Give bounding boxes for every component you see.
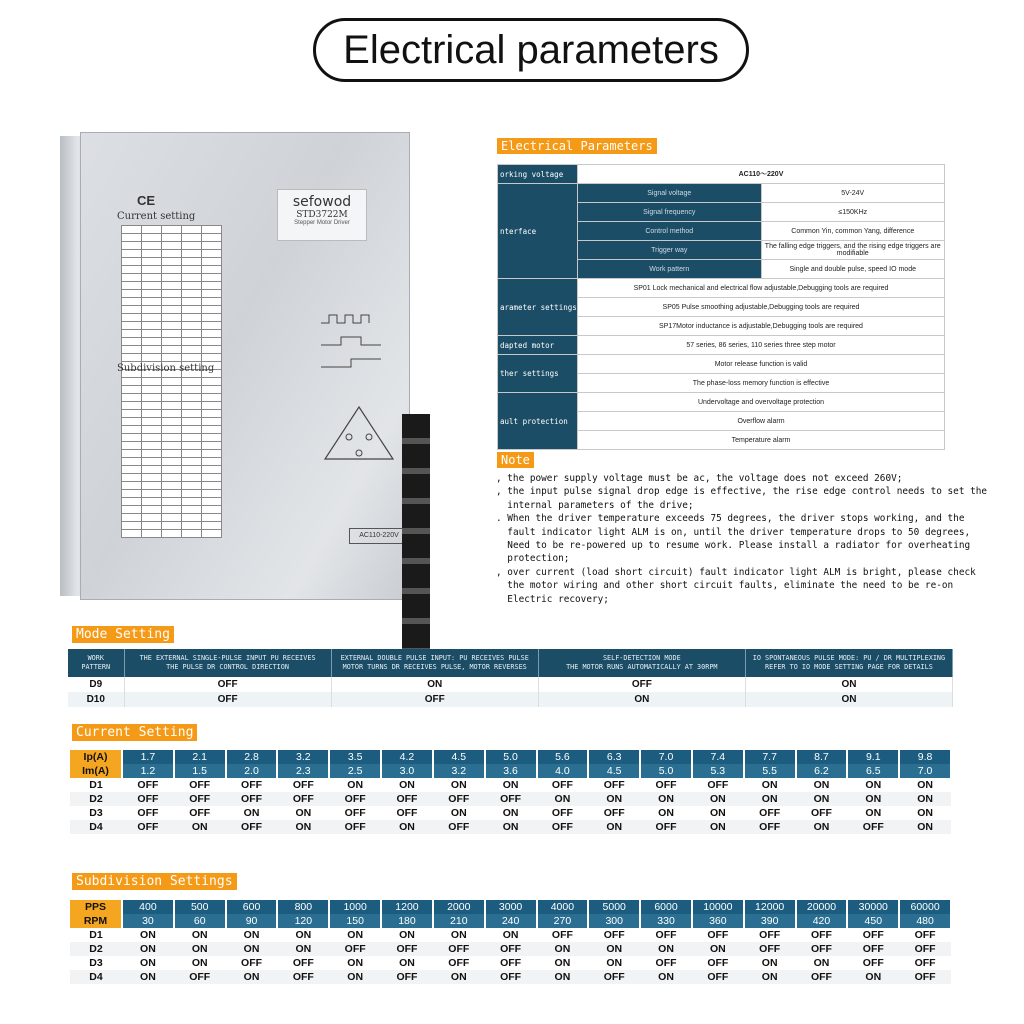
grid-cell: ON: [174, 942, 226, 956]
grid-cell: ON: [692, 942, 744, 956]
grid-cell: ON: [744, 956, 796, 970]
note-line: . When the driver temperature exceeds 75 degrees, the driver stops working, and the fault indicator light ALM is on, until the driver temperature drops to 50 degrees, Need to be re-powered up to resume work. Please install a radiator for overheating protection;: [496, 513, 971, 565]
grid-header-cell: 60: [174, 914, 226, 928]
grid-header-cell: 12000: [744, 900, 796, 914]
mode-header-cell: SELF-DETECTION MODE THE MOTOR RUNS AUTOMATICALLY AT 30RPM: [538, 649, 745, 677]
grid-header-cell: 8.7: [796, 750, 848, 764]
mode-cell: OFF: [124, 692, 331, 707]
grid-header-cell: 150: [329, 914, 381, 928]
electrical-category: ther settings: [498, 355, 578, 393]
driver-brand-label: [277, 189, 367, 241]
grid-header-cell: 9.8: [899, 750, 951, 764]
electrical-subcategory: Trigger way: [578, 241, 762, 260]
grid-cell: ON: [640, 942, 692, 956]
grid-row-label: RPM: [70, 914, 122, 928]
electrical-category: nterface: [498, 184, 578, 279]
grid-cell: OFF: [433, 820, 485, 834]
grid-cell: OFF: [692, 778, 744, 792]
grid-cell: OFF: [588, 778, 640, 792]
electrical-row: [498, 393, 945, 412]
grid-header-cell: 5.3: [692, 764, 744, 778]
grid-cell: ON: [226, 970, 278, 984]
grid-data-row: [70, 820, 951, 834]
electrical-value: SP05 Pulse smoothing adjustable,Debugging tools are required: [578, 298, 945, 317]
note-heading: Note: [497, 452, 534, 468]
grid-cell: OFF: [485, 942, 537, 956]
grid-cell: OFF: [485, 792, 537, 806]
grid-cell: OFF: [744, 806, 796, 820]
electrical-value: Temperature alarm: [578, 431, 945, 450]
grid-header-cell: 120: [277, 914, 329, 928]
mode-cell: D9: [68, 677, 124, 692]
grid-header-cell: 1.2: [122, 764, 174, 778]
grid-header-cell: 7.4: [692, 750, 744, 764]
note-line: , the input pulse signal drop edge is effective, the rise edge control needs to set the internal parameters of the drive;: [496, 486, 988, 511]
grid-cell: ON: [640, 806, 692, 820]
grid-cell: ON: [796, 792, 848, 806]
grid-cell: OFF: [692, 956, 744, 970]
grid-header-cell: 4000: [537, 900, 589, 914]
grid-cell: OFF: [899, 942, 951, 956]
mode-header-cell: THE EXTERNAL SINGLE-PULSE INPUT PU RECEIVES THE PULSE DR CONTROL DIRECTION: [124, 649, 331, 677]
driver-subtitle: Stepper Motor Driver: [294, 220, 350, 226]
grid-header-cell: 6.5: [847, 764, 899, 778]
grid-header-cell: 300: [588, 914, 640, 928]
driver-subdivision-table: [121, 377, 222, 538]
note-line: , the power supply voltage must be ac, the voltage does not exceed 260V;: [496, 473, 903, 484]
grid-cell: ON: [485, 806, 537, 820]
grid-data-row: [70, 928, 951, 942]
grid-cell: OFF: [692, 970, 744, 984]
grid-cell: ON: [847, 970, 899, 984]
grid-header-cell: 390: [744, 914, 796, 928]
grid-header-cell: 2.3: [277, 764, 329, 778]
electrical-value: 57 series, 86 series, 110 series three step motor: [578, 336, 945, 355]
electrical-row: [498, 336, 945, 355]
grid-cell: ON: [692, 806, 744, 820]
grid-cell: OFF: [640, 928, 692, 942]
grid-cell: ON: [640, 792, 692, 806]
electrical-heading: Electrical Parameters: [497, 138, 657, 154]
grid-header-cell: 360: [692, 914, 744, 928]
electrical-value: Single and double pulse, speed IO mode: [761, 260, 945, 279]
mode-cell: ON: [538, 692, 745, 707]
grid-header-cell: 5.5: [744, 764, 796, 778]
grid-cell: OFF: [122, 806, 174, 820]
electrical-value: Common Yin, common Yang, difference: [761, 222, 945, 241]
grid-cell: ON: [381, 820, 433, 834]
grid-row-label: D3: [70, 806, 122, 820]
grid-header-cell: 2.8: [226, 750, 278, 764]
electrical-value: Motor release function is valid: [578, 355, 945, 374]
electrical-value: Undervoltage and overvoltage protection: [578, 393, 945, 412]
grid-header-cell: 4.5: [433, 750, 485, 764]
electrical-value: 5V-24V: [761, 184, 945, 203]
electrical-parameters-table: [497, 164, 945, 450]
grid-cell: OFF: [744, 820, 796, 834]
grid-header-cell: 3.0: [381, 764, 433, 778]
grid-header-cell: 480: [899, 914, 951, 928]
grid-cell: ON: [329, 956, 381, 970]
grid-cell: OFF: [847, 928, 899, 942]
grid-cell: ON: [277, 820, 329, 834]
grid-data-row: [70, 942, 951, 956]
grid-header-cell: 4.5: [588, 764, 640, 778]
grid-cell: ON: [485, 778, 537, 792]
grid-cell: OFF: [174, 806, 226, 820]
grid-cell: ON: [899, 820, 951, 834]
grid-cell: ON: [537, 942, 589, 956]
electrical-value: AC110～220V: [578, 165, 945, 184]
mode-row: [68, 677, 953, 692]
grid-header-cell: 7.7: [744, 750, 796, 764]
grid-cell: ON: [485, 820, 537, 834]
mode-cell: OFF: [538, 677, 745, 692]
grid-cell: ON: [433, 806, 485, 820]
grid-cell: ON: [174, 928, 226, 942]
grid-header-cell: 1200: [381, 900, 433, 914]
grid-cell: OFF: [277, 792, 329, 806]
power-rating-label: AC110-220V: [349, 528, 409, 544]
grid-cell: ON: [796, 778, 848, 792]
grid-header-cell: 1.5: [174, 764, 226, 778]
mode-header-cell: IO SPONTANEOUS PULSE MODE: PU / DR MULTIPLEXING REFER TO IO MODE SETTING PAGE FOR DETAILS: [745, 649, 952, 677]
grid-cell: ON: [537, 792, 589, 806]
grid-row-label: D3: [70, 956, 122, 970]
grid-header-cell: 9.1: [847, 750, 899, 764]
grid-cell: ON: [226, 928, 278, 942]
grid-cell: OFF: [122, 820, 174, 834]
grid-cell: OFF: [537, 778, 589, 792]
grid-cell: ON: [329, 778, 381, 792]
grid-cell: ON: [588, 792, 640, 806]
current-setting-heading: Current Setting: [72, 724, 197, 741]
driver-brand: sefowod: [292, 194, 352, 210]
grid-header-cell: 2000: [433, 900, 485, 914]
pulse-waveform: [311, 303, 391, 383]
grid-cell: ON: [226, 942, 278, 956]
current-setting-label: Current setting: [117, 211, 196, 222]
grid-cell: ON: [899, 778, 951, 792]
grid-header-cell: 2.1: [174, 750, 226, 764]
mode-cell: ON: [331, 677, 538, 692]
mode-cell: OFF: [124, 677, 331, 692]
grid-cell: OFF: [537, 806, 589, 820]
grid-cell: ON: [174, 820, 226, 834]
grid-cell: ON: [588, 942, 640, 956]
electrical-value: Overflow alarm: [578, 412, 945, 431]
grid-cell: OFF: [796, 942, 848, 956]
grid-cell: OFF: [329, 942, 381, 956]
grid-data-row: [70, 806, 951, 820]
grid-cell: OFF: [381, 806, 433, 820]
page-title: Electrical parameters: [313, 18, 749, 82]
grid-cell: ON: [329, 928, 381, 942]
grid-cell: OFF: [640, 820, 692, 834]
driver-photo: [60, 132, 430, 602]
grid-cell: ON: [122, 956, 174, 970]
grid-row-label: D1: [70, 928, 122, 942]
grid-cell: ON: [537, 956, 589, 970]
grid-header-cell: 3.6: [485, 764, 537, 778]
grid-cell: OFF: [174, 970, 226, 984]
driver-front-panel: [80, 132, 410, 600]
electrical-value: SP01 Lock mechanical and electrical flow adjustable,Debugging tools are required: [578, 279, 945, 298]
grid-cell: OFF: [381, 792, 433, 806]
grid-cell: OFF: [537, 928, 589, 942]
grid-cell: OFF: [796, 806, 848, 820]
mode-cell: D10: [68, 692, 124, 707]
grid-header-cell: 7.0: [640, 750, 692, 764]
electrical-value: The falling edge triggers, and the rising edge triggers are modifiable: [761, 241, 945, 260]
grid-cell: OFF: [226, 778, 278, 792]
grid-cell: OFF: [381, 970, 433, 984]
grid-cell: ON: [847, 778, 899, 792]
grid-cell: OFF: [899, 956, 951, 970]
grid-cell: ON: [122, 928, 174, 942]
grid-cell: ON: [899, 806, 951, 820]
grid-row-label: D2: [70, 942, 122, 956]
grid-row-label: D2: [70, 792, 122, 806]
mode-cell: ON: [745, 677, 952, 692]
grid-header-cell: 1000: [329, 900, 381, 914]
grid-cell: OFF: [329, 792, 381, 806]
ce-mark: CE: [137, 193, 156, 208]
grid-row-label: D4: [70, 820, 122, 834]
mode-setting-table: [68, 649, 953, 707]
grid-header-cell: 600: [226, 900, 278, 914]
subdivision-settings-table: [70, 900, 952, 984]
grid-header-row: [70, 914, 951, 928]
grid-header-row: [70, 900, 951, 914]
grid-cell: ON: [381, 928, 433, 942]
current-setting-table: [70, 750, 952, 834]
mode-header-cell: EXTERNAL DOUBLE PULSE INPUT: PU RECEIVES PULSE MOTOR TURNS DR RECEIVES PULSE, MOTOR REVERSES: [331, 649, 538, 677]
grid-header-cell: 5.6: [537, 750, 589, 764]
grid-cell: ON: [744, 970, 796, 984]
grid-cell: ON: [277, 806, 329, 820]
electrical-category: dapted motor: [498, 336, 578, 355]
grid-cell: OFF: [485, 970, 537, 984]
electrical-row: [498, 279, 945, 298]
electrical-value: SP17Motor inductance is adjustable,Debugging tools are required: [578, 317, 945, 336]
grid-header-cell: 90: [226, 914, 278, 928]
grid-header-cell: 6.2: [796, 764, 848, 778]
grid-cell: OFF: [899, 928, 951, 942]
electrical-category: arameter settings: [498, 279, 578, 336]
grid-cell: OFF: [329, 820, 381, 834]
grid-cell: OFF: [277, 956, 329, 970]
grid-header-cell: 2.5: [329, 764, 381, 778]
grid-header-cell: 5000: [588, 900, 640, 914]
grid-header-cell: 330: [640, 914, 692, 928]
electrical-row: [498, 165, 945, 184]
grid-header-cell: 4.2: [381, 750, 433, 764]
electrical-value: The phase-loss memory function is effective: [578, 374, 945, 393]
grid-header-cell: 3.2: [433, 764, 485, 778]
mode-header-cell: WORK PATTERN: [68, 649, 124, 677]
grid-header-cell: 3000: [485, 900, 537, 914]
grid-cell: ON: [744, 778, 796, 792]
grid-header-cell: 240: [485, 914, 537, 928]
electrical-category: orking voltage: [498, 165, 578, 184]
grid-header-cell: 5.0: [640, 764, 692, 778]
note-line: , over current (load short circuit) fault indicator light ALM is bright, please check the motor wiring and other short circuit faults, eliminate the need to be re-on Electric recovery;: [496, 566, 976, 605]
electrical-subcategory: Work pattern: [578, 260, 762, 279]
grid-header-cell: 400: [122, 900, 174, 914]
grid-cell: OFF: [226, 956, 278, 970]
grid-data-row: [70, 956, 951, 970]
grid-cell: OFF: [122, 792, 174, 806]
grid-header-cell: 800: [277, 900, 329, 914]
grid-cell: ON: [433, 928, 485, 942]
grid-header-cell: 420: [796, 914, 848, 928]
grid-cell: ON: [588, 956, 640, 970]
grid-row-label: Im(A): [70, 764, 122, 778]
subdivision-setting-label: Subdivision setting: [117, 363, 215, 374]
electrical-row: [498, 184, 945, 203]
grid-cell: ON: [122, 970, 174, 984]
grid-row-label: D1: [70, 778, 122, 792]
grid-row-label: PPS: [70, 900, 122, 914]
electrical-subcategory: Signal voltage: [578, 184, 762, 203]
grid-cell: ON: [796, 956, 848, 970]
grid-cell: ON: [899, 792, 951, 806]
grid-cell: ON: [277, 942, 329, 956]
grid-cell: OFF: [277, 970, 329, 984]
grid-cell: OFF: [744, 928, 796, 942]
grid-cell: ON: [847, 792, 899, 806]
grid-cell: ON: [796, 820, 848, 834]
grid-cell: OFF: [485, 956, 537, 970]
grid-cell: ON: [381, 778, 433, 792]
grid-cell: OFF: [433, 792, 485, 806]
grid-data-row: [70, 778, 951, 792]
grid-data-row: [70, 792, 951, 806]
grid-header-cell: 10000: [692, 900, 744, 914]
grid-cell: OFF: [899, 970, 951, 984]
grid-cell: OFF: [174, 792, 226, 806]
grid-cell: ON: [277, 928, 329, 942]
grid-header-cell: 6000: [640, 900, 692, 914]
grid-cell: ON: [226, 806, 278, 820]
grid-cell: ON: [122, 942, 174, 956]
grid-cell: OFF: [537, 820, 589, 834]
electrical-category: ault protection: [498, 393, 578, 450]
grid-header-cell: 500: [174, 900, 226, 914]
grid-row-label: Ip(A): [70, 750, 122, 764]
electrical-subcategory: Control method: [578, 222, 762, 241]
grid-cell: OFF: [640, 778, 692, 792]
grid-cell: OFF: [847, 942, 899, 956]
grid-header-cell: 2.0: [226, 764, 278, 778]
grid-header-cell: 30: [122, 914, 174, 928]
terminal-block: [402, 414, 430, 650]
grid-cell: OFF: [174, 778, 226, 792]
grid-cell: OFF: [226, 820, 278, 834]
mode-cell: OFF: [331, 692, 538, 707]
grid-cell: ON: [744, 792, 796, 806]
grid-cell: ON: [174, 956, 226, 970]
grid-cell: OFF: [588, 970, 640, 984]
grid-data-row: [70, 970, 951, 984]
grid-cell: OFF: [588, 928, 640, 942]
grid-cell: OFF: [692, 928, 744, 942]
grid-cell: ON: [537, 970, 589, 984]
grid-cell: ON: [640, 970, 692, 984]
grid-header-row: [70, 750, 951, 764]
grid-cell: OFF: [796, 970, 848, 984]
grid-header-cell: 270: [537, 914, 589, 928]
electrical-row: [498, 355, 945, 374]
grid-cell: OFF: [588, 806, 640, 820]
grid-cell: ON: [692, 792, 744, 806]
grid-header-cell: 5.0: [485, 750, 537, 764]
grid-row-label: D4: [70, 970, 122, 984]
grid-header-cell: 60000: [899, 900, 951, 914]
grid-header-cell: 180: [381, 914, 433, 928]
mode-setting-heading: Mode Setting: [72, 626, 174, 643]
subdivision-settings-heading: Subdivision Settings: [72, 873, 237, 890]
grid-cell: ON: [381, 956, 433, 970]
mode-cell: ON: [745, 692, 952, 707]
grid-cell: OFF: [277, 778, 329, 792]
grid-cell: OFF: [122, 778, 174, 792]
grid-cell: ON: [692, 820, 744, 834]
grid-cell: OFF: [433, 956, 485, 970]
grid-cell: ON: [847, 806, 899, 820]
driver-model: STD3722M: [296, 210, 348, 220]
grid-header-cell: 20000: [796, 900, 848, 914]
grid-cell: OFF: [744, 942, 796, 956]
grid-header-cell: 450: [847, 914, 899, 928]
grid-cell: ON: [433, 778, 485, 792]
grid-header-cell: 3.5: [329, 750, 381, 764]
electrical-value: ≤150KHz: [761, 203, 945, 222]
grid-cell: ON: [485, 928, 537, 942]
grid-header-cell: 4.0: [537, 764, 589, 778]
grid-header-cell: 6.3: [588, 750, 640, 764]
grid-header-cell: 30000: [847, 900, 899, 914]
grid-cell: OFF: [381, 942, 433, 956]
grid-cell: OFF: [433, 942, 485, 956]
grid-header-cell: 210: [433, 914, 485, 928]
mode-row: [68, 692, 953, 707]
grid-cell: ON: [329, 970, 381, 984]
grid-cell: OFF: [226, 792, 278, 806]
electrical-subcategory: Signal frequency: [578, 203, 762, 222]
grid-cell: ON: [433, 970, 485, 984]
motor-wiring-symbol: [319, 403, 399, 465]
grid-header-cell: 1.7: [122, 750, 174, 764]
grid-cell: ON: [588, 820, 640, 834]
grid-cell: OFF: [847, 820, 899, 834]
grid-header-cell: 3.2: [277, 750, 329, 764]
grid-cell: OFF: [847, 956, 899, 970]
grid-cell: OFF: [640, 956, 692, 970]
notes-list: [496, 472, 996, 606]
grid-header-row: [70, 764, 951, 778]
grid-cell: OFF: [329, 806, 381, 820]
grid-cell: OFF: [796, 928, 848, 942]
grid-header-cell: 7.0: [899, 764, 951, 778]
